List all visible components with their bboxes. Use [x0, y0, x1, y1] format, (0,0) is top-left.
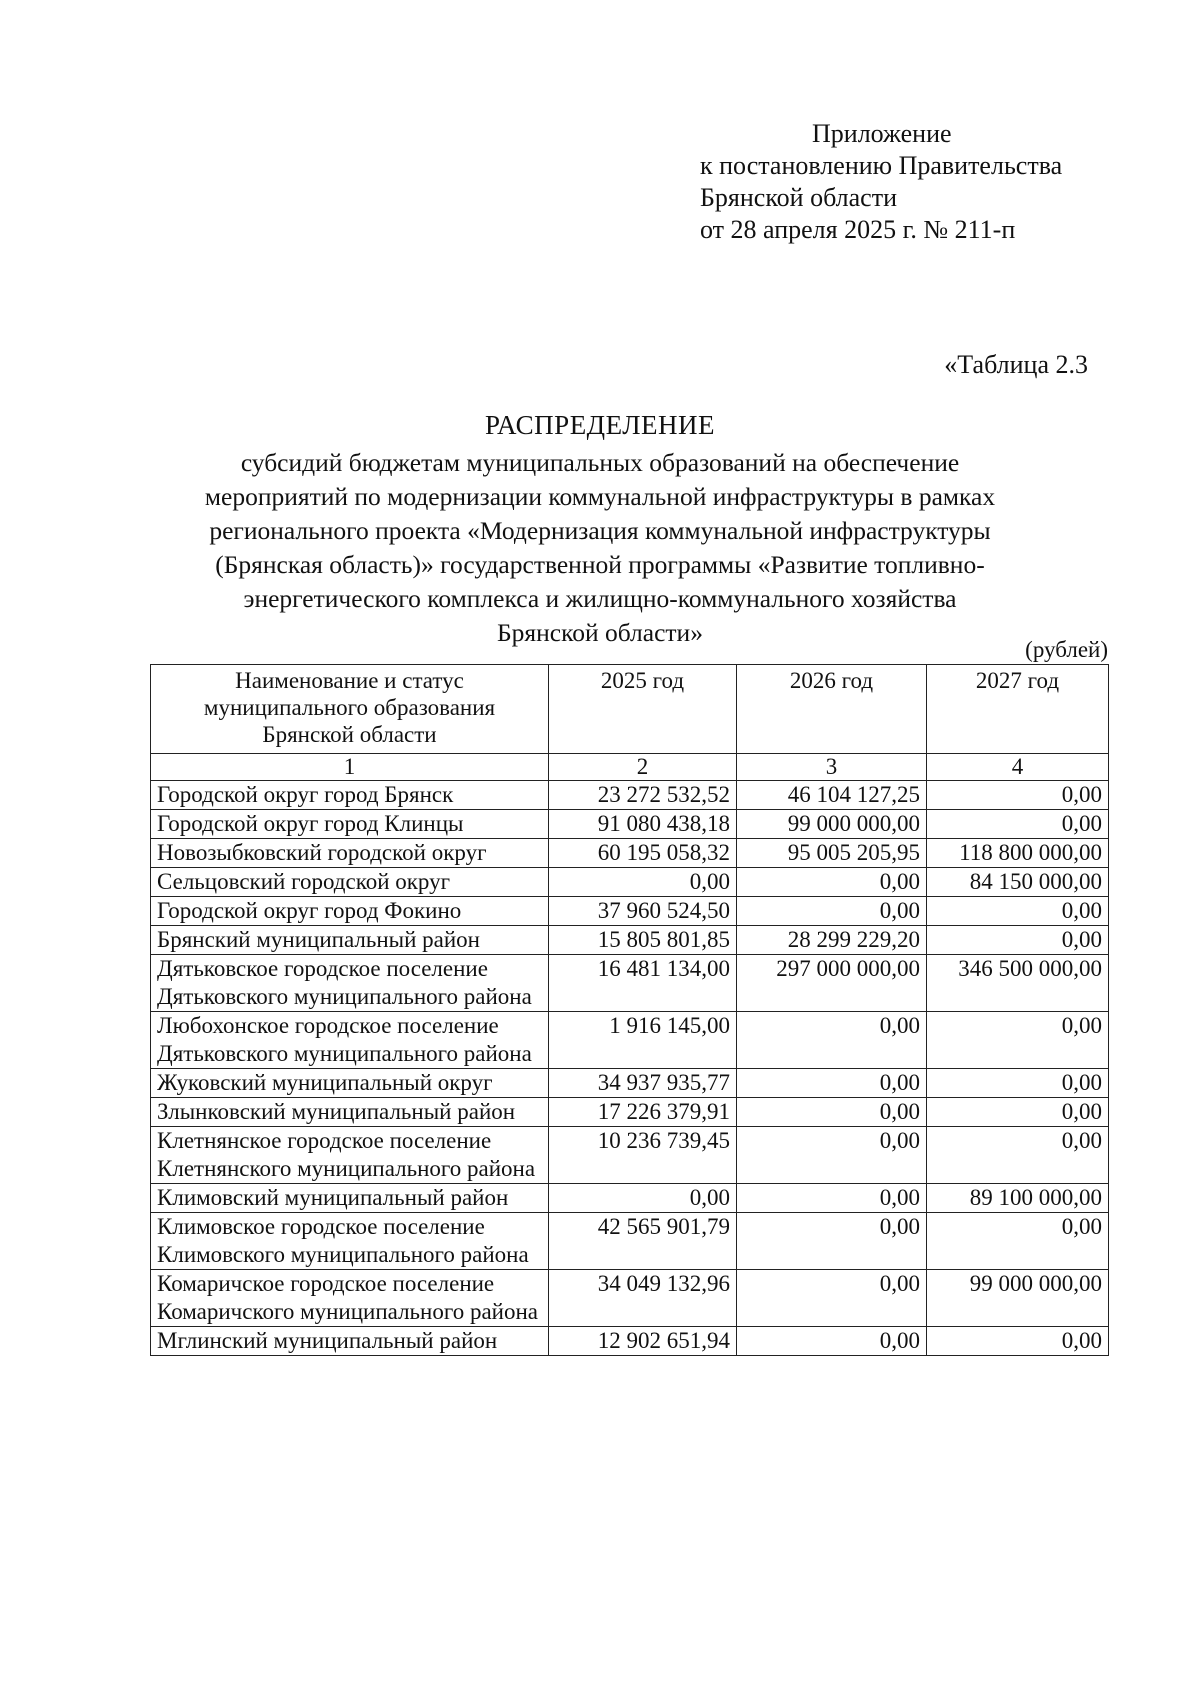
value-2025: 42 565 901,79: [549, 1213, 737, 1270]
table-row: [151, 810, 1109, 839]
table-row: [151, 868, 1109, 897]
appendix-line: от 28 апреля 2025 г. № 211-п: [700, 215, 1016, 244]
table-row: [151, 1127, 1109, 1184]
value-2027: 0,00: [927, 1098, 1109, 1127]
table-row: [151, 1213, 1109, 1270]
value-2025: 17 226 379,91: [549, 1098, 737, 1127]
units-label: (рублей): [1025, 637, 1108, 662]
value-2025: 10 236 739,45: [549, 1127, 737, 1184]
value-2027: 89 100 000,00: [927, 1184, 1109, 1213]
table-row: [151, 926, 1109, 955]
value-2027: 118 800 000,00: [927, 839, 1109, 868]
value-2025: 16 481 134,00: [549, 955, 737, 1012]
value-2026: 0,00: [737, 1127, 927, 1184]
table-reference: «Таблица 2.3: [944, 350, 1088, 379]
value-2026: 0,00: [737, 897, 927, 926]
value-2025: 34 937 935,77: [549, 1069, 737, 1098]
document-subtitle: [150, 446, 1050, 650]
column-number: 4: [927, 754, 1109, 781]
value-2025: 12 902 651,94: [549, 1327, 737, 1356]
municipality-name: Сельцовский городской округ: [151, 868, 549, 897]
value-2025: 0,00: [549, 1184, 737, 1213]
value-2026: 0,00: [737, 1069, 927, 1098]
value-2026: 297 000 000,00: [737, 955, 927, 1012]
table-row: [151, 1069, 1109, 1098]
table-row: [151, 1012, 1109, 1069]
value-2026: 0,00: [737, 1327, 927, 1356]
value-2026: 28 299 229,20: [737, 926, 927, 955]
value-2027: 0,00: [927, 781, 1109, 810]
municipality-name: Жуковский муниципальный округ: [151, 1069, 549, 1098]
municipality-name: Климовское городское поселение Климовского муниципального района: [151, 1213, 549, 1270]
value-2025: 91 080 438,18: [549, 810, 737, 839]
document-title: РАСПРЕДЕЛЕНИЕ: [484, 410, 716, 440]
table-row: [151, 839, 1109, 868]
municipality-name: Новозыбковский городской округ: [151, 839, 549, 868]
value-2027: 0,00: [927, 926, 1109, 955]
subtitle-line: мероприятий по модернизации коммунальной инфраструктуры в рамках: [204, 482, 996, 511]
header-2025: 2025 год: [549, 665, 737, 754]
header-2027: 2027 год: [927, 665, 1109, 754]
table-row: [151, 781, 1109, 810]
municipality-name: Климовский муниципальный район: [151, 1184, 549, 1213]
municipality-name: Злынковский муниципальный район: [151, 1098, 549, 1127]
value-2025: 34 049 132,96: [549, 1270, 737, 1327]
value-2027: 0,00: [927, 1327, 1109, 1356]
municipality-name: Мглинский муниципальный район: [151, 1327, 549, 1356]
table-row: [151, 1184, 1109, 1213]
value-2027: 99 000 000,00: [927, 1270, 1109, 1327]
value-2025: 60 195 058,32: [549, 839, 737, 868]
table-body: [151, 781, 1109, 1356]
municipality-name: Брянский муниципальный район: [151, 926, 549, 955]
column-number-row: [151, 754, 1109, 781]
value-2026: 95 005 205,95: [737, 839, 927, 868]
value-2025: 0,00: [549, 868, 737, 897]
value-2026: 0,00: [737, 868, 927, 897]
value-2026: 46 104 127,25: [737, 781, 927, 810]
subtitle-line: Брянской области»: [497, 618, 703, 647]
subtitle-line: регионального проекта «Модернизация коммунальной инфраструктуры: [209, 516, 991, 545]
municipality-name: Комаричское городское поселение Комаричского муниципального района: [151, 1270, 549, 1327]
municipality-name: Городской округ город Фокино: [151, 897, 549, 926]
value-2027: 0,00: [927, 810, 1109, 839]
column-number: 1: [151, 754, 549, 781]
value-2027: 0,00: [927, 1127, 1109, 1184]
appendix-line: к постановлению Правительства: [700, 151, 1063, 180]
value-2027: 84 150 000,00: [927, 868, 1109, 897]
subtitle-line: (Брянская область)» государственной программы «Развитие топливно-: [215, 550, 985, 579]
value-2027: 0,00: [927, 1213, 1109, 1270]
value-2027: 0,00: [927, 897, 1109, 926]
value-2026: 0,00: [737, 1213, 927, 1270]
column-number: 3: [737, 754, 927, 781]
table-row: [151, 955, 1109, 1012]
value-2025: 1 916 145,00: [549, 1012, 737, 1069]
value-2025: 23 272 532,52: [549, 781, 737, 810]
table-row: [151, 1270, 1109, 1327]
subsidy-table: [150, 664, 1109, 1356]
municipality-name: Дятьковское городское поселение Дятьковского муниципального района: [151, 955, 549, 1012]
value-2027: 346 500 000,00: [927, 955, 1109, 1012]
column-number: 2: [549, 754, 737, 781]
municipality-name: Любохонское городское поселение Дятьковского муниципального района: [151, 1012, 549, 1069]
municipality-name: Клетнянское городское поселение Клетнянского муниципального района: [151, 1127, 549, 1184]
appendix-line: Брянской области: [700, 183, 897, 212]
header-2026: 2026 год: [737, 665, 927, 754]
municipality-name: Городской округ город Клинцы: [151, 810, 549, 839]
subtitle-line: энергетического комплекса и жилищно-коммунального хозяйства: [243, 584, 957, 613]
value-2026: 0,00: [737, 1270, 927, 1327]
municipality-name: Городской округ город Брянск: [151, 781, 549, 810]
value-2026: 0,00: [737, 1012, 927, 1069]
value-2027: 0,00: [927, 1069, 1109, 1098]
value-2026: 0,00: [737, 1098, 927, 1127]
value-2027: 0,00: [927, 1012, 1109, 1069]
value-2026: 0,00: [737, 1184, 927, 1213]
table-row: [151, 1327, 1109, 1356]
value-2025: 37 960 524,50: [549, 897, 737, 926]
table-header-row: [151, 665, 1109, 754]
header-municipality: Наименование и статус муниципального образования Брянской области: [151, 665, 549, 754]
value-2026: 99 000 000,00: [737, 810, 927, 839]
table-row: [151, 897, 1109, 926]
subtitle-line: субсидий бюджетам муниципальных образований на обеспечение: [240, 448, 960, 477]
table-row: [151, 1098, 1109, 1127]
appendix-block: [700, 118, 1062, 246]
value-2025: 15 805 801,85: [549, 926, 737, 955]
appendix-line: Приложение: [812, 119, 952, 148]
